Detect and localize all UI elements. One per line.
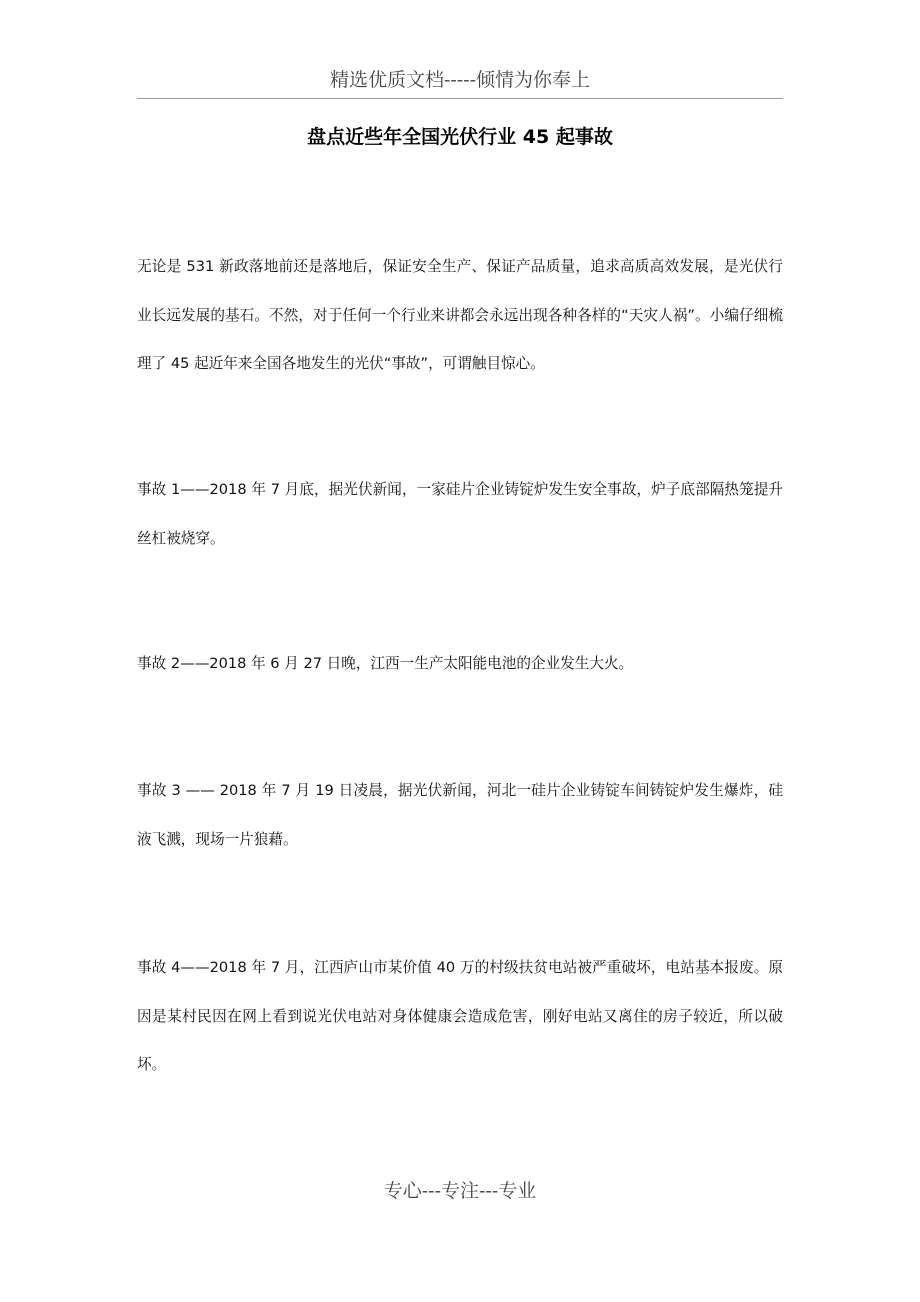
accident-2-paragraph: 事故 2——2018 年 6 月 27 日晚，江西一生产太阳能电池的企业发生大火。 (137, 655, 634, 672)
intro-paragraph: 无论是 531 新政落地前还是落地后，保证安全生产、保证产品质量，追求高质高效发展，是光伏行业长远发展的基石。不然，对于任何一个行业来讲都会永远出现各种各样的“天灾人祸”。小编仔细梳理了 45 起近年来全国各地发生的光伏“事故”，可谓触目惊心。 (137, 258, 783, 372)
accident-4-paragraph: 事故 4——2018 年 7 月，江西庐山市某价值 40 万的村级扶贫电站被严重破坏，电站基本报废。原因是某村民因在网上看到说光伏电站对身体健康会造成危害，刚好电站又离住的房子较近，所以破坏。 (137, 959, 783, 1073)
page-footer: 专心---专注---专业 (383, 1180, 537, 1202)
accident-3-paragraph: 事故 3 —— 2018 年 7 月 19 日凌晨，据光伏新闻，河北一硅片企业铸锭车间铸锭炉发生爆炸，硅液飞溅，现场一片狼藉。 (137, 782, 783, 848)
document-title: 盘点近些年全国光伏行业 45 起事故 (307, 126, 613, 148)
page-header: 精选优质文档-----倾情为你奉上 (137, 62, 783, 99)
accident-1-paragraph: 事故 1——2018 年 7 月底，据光伏新闻，一家硅片企业铸锭炉发生安全事故，炉子底部隔热笼提升丝杠被烧穿。 (137, 481, 783, 547)
